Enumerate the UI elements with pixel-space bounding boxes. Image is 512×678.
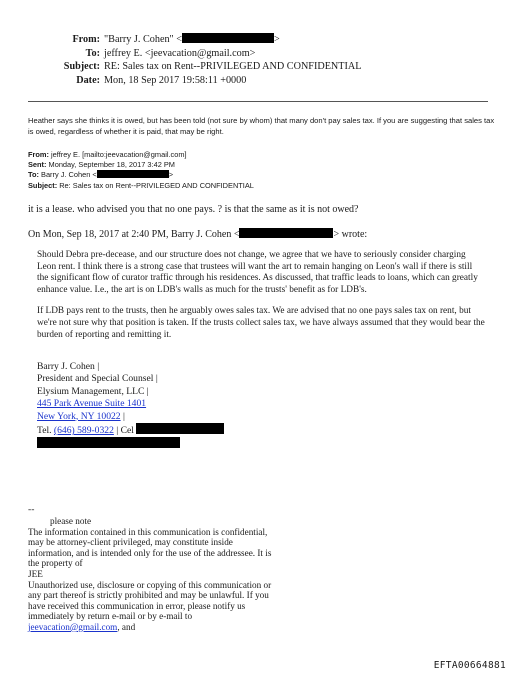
epstein-reply: it is a lease. who advised you that no one pays. ? is that the same as it is not owed? bbox=[28, 204, 359, 215]
fwd-to-value: Barry J. Cohen < bbox=[41, 170, 97, 180]
header-date-row bbox=[28, 74, 468, 88]
to-label: To: bbox=[85, 47, 100, 59]
sig-company: Elysium Management, LLC | bbox=[37, 385, 149, 397]
sig-tel-prefix: Tel. bbox=[37, 425, 54, 437]
fwd-from-value: jeffrey E. [mailto:jeevacation@gmail.com] bbox=[51, 150, 187, 159]
notice-email-link[interactable]: jeevacation@gmail.com bbox=[28, 621, 118, 632]
fwd-sent-label: Sent: bbox=[28, 160, 47, 170]
redaction-bar bbox=[37, 437, 180, 448]
confidentiality-notice bbox=[28, 516, 278, 633]
sig-address-sep: | bbox=[120, 410, 125, 422]
forwarded-header bbox=[28, 150, 488, 191]
fwd-sent-row bbox=[28, 160, 488, 170]
fwd-subject-label: Subject: bbox=[28, 180, 58, 190]
quote-paragraph-2: If LDB pays rent to the trusts, then he arguably owes sales tax. We are advised that no one pays sales tax on rent, but we're not sure why that position is taken. If the trusts collect sales tax, we have always assumed that they would bear the burden of reporting and remitting it. bbox=[37, 306, 485, 340]
quoted-message bbox=[37, 250, 485, 351]
sig-title: President and Special Counsel | bbox=[37, 373, 158, 385]
fwd-to-close: > bbox=[168, 170, 174, 180]
quote-intro bbox=[28, 228, 367, 240]
quote-paragraph-1: Should Debra pre-decease, and our structure does not change, we agree that we have to seriously consider charging Leon rent. I think there is a strong case that trustees will want the art to remain hanging on Leon's wall if there is still the significant flow of curator traffic through his residences. As discussed, that traffic leads to loans, which can greatly enhance value. I.e., the art is on LDB's walls as much for the trusts' benefit as for LDB's. bbox=[37, 250, 478, 295]
notice-body-1: The information contained in this communication is confidential, may be attorney-client privileged, may constitute inside information, and is intended only for the use of the addressee. It is the property of bbox=[28, 526, 272, 569]
quote-intro-suffix: > wrote: bbox=[333, 229, 368, 240]
bates-number: EFTA00664881 bbox=[433, 660, 506, 671]
date-label: Date: bbox=[76, 74, 100, 86]
sig-address-link-2[interactable]: New York, NY 10022 bbox=[37, 410, 121, 422]
header-from-row bbox=[28, 33, 468, 47]
fwd-sent-value: Monday, September 18, 2017 3:42 PM bbox=[48, 160, 175, 170]
fwd-to-label: To: bbox=[28, 170, 39, 180]
quote-intro-prefix: On Mon, Sep 18, 2017 at 2:40 PM, Barry J. Cohen < bbox=[28, 229, 240, 240]
header-subject-row bbox=[28, 60, 468, 74]
date-value: Mon, 18 Sep 2017 19:58:11 +0000 bbox=[104, 74, 247, 86]
fwd-subject-row bbox=[28, 181, 488, 191]
header-to-row bbox=[28, 47, 468, 61]
sig-address-link-1[interactable]: 445 Park Avenue Suite 1401 bbox=[37, 398, 147, 410]
header-divider bbox=[28, 101, 488, 102]
signature-block bbox=[37, 361, 224, 452]
reply-text: Heather says she thinks it is owed, but has been told (not sure by whom) that many don't pay sales tax. If you are suggesting that sales tax is owed, regardless of whether it is paid, that may be right. bbox=[28, 116, 495, 136]
notice-owner: JEE bbox=[28, 568, 43, 579]
from-value: "Barry J. Cohen" < bbox=[104, 34, 183, 45]
sig-tel-sep: | Cel bbox=[113, 425, 134, 437]
subject-label: Subject: bbox=[63, 61, 100, 73]
notice-body-2-text: Unauthorized use, disclosure or copying of this communication or any part thereof is strictly prohibited and may be unlawful. If you have received this communication in error, please notify us immediately by return e-mail or by e-mail to bbox=[28, 579, 272, 622]
sig-phone-link[interactable]: (646) 589-0322 bbox=[53, 425, 114, 437]
fwd-subject-value: Re: Sales tax on Rent--PRIVILEGED AND CONFIDENTIAL bbox=[59, 180, 254, 190]
fwd-from-row bbox=[28, 150, 488, 160]
email-header bbox=[28, 33, 468, 87]
signature-separator: -- bbox=[28, 504, 35, 515]
subject-value: RE: Sales tax on Rent--PRIVILEGED AND CONFIDENTIAL bbox=[104, 61, 362, 73]
fwd-from-label: From: bbox=[28, 150, 49, 159]
notice-body-2 bbox=[28, 580, 278, 633]
redaction-bar bbox=[239, 228, 333, 238]
redaction-bar bbox=[182, 33, 274, 43]
redaction-bar bbox=[136, 423, 224, 434]
to-value: jeffrey E. <jeevacation@gmail.com> bbox=[104, 47, 256, 59]
from-close: > bbox=[274, 34, 280, 45]
fwd-to-row bbox=[28, 170, 488, 180]
sig-name: Barry J. Cohen | bbox=[37, 361, 100, 372]
redaction-bar bbox=[97, 170, 169, 178]
notice-heading: please note bbox=[50, 516, 92, 526]
notice-tail: , and bbox=[117, 621, 136, 632]
from-label: From: bbox=[72, 34, 100, 45]
